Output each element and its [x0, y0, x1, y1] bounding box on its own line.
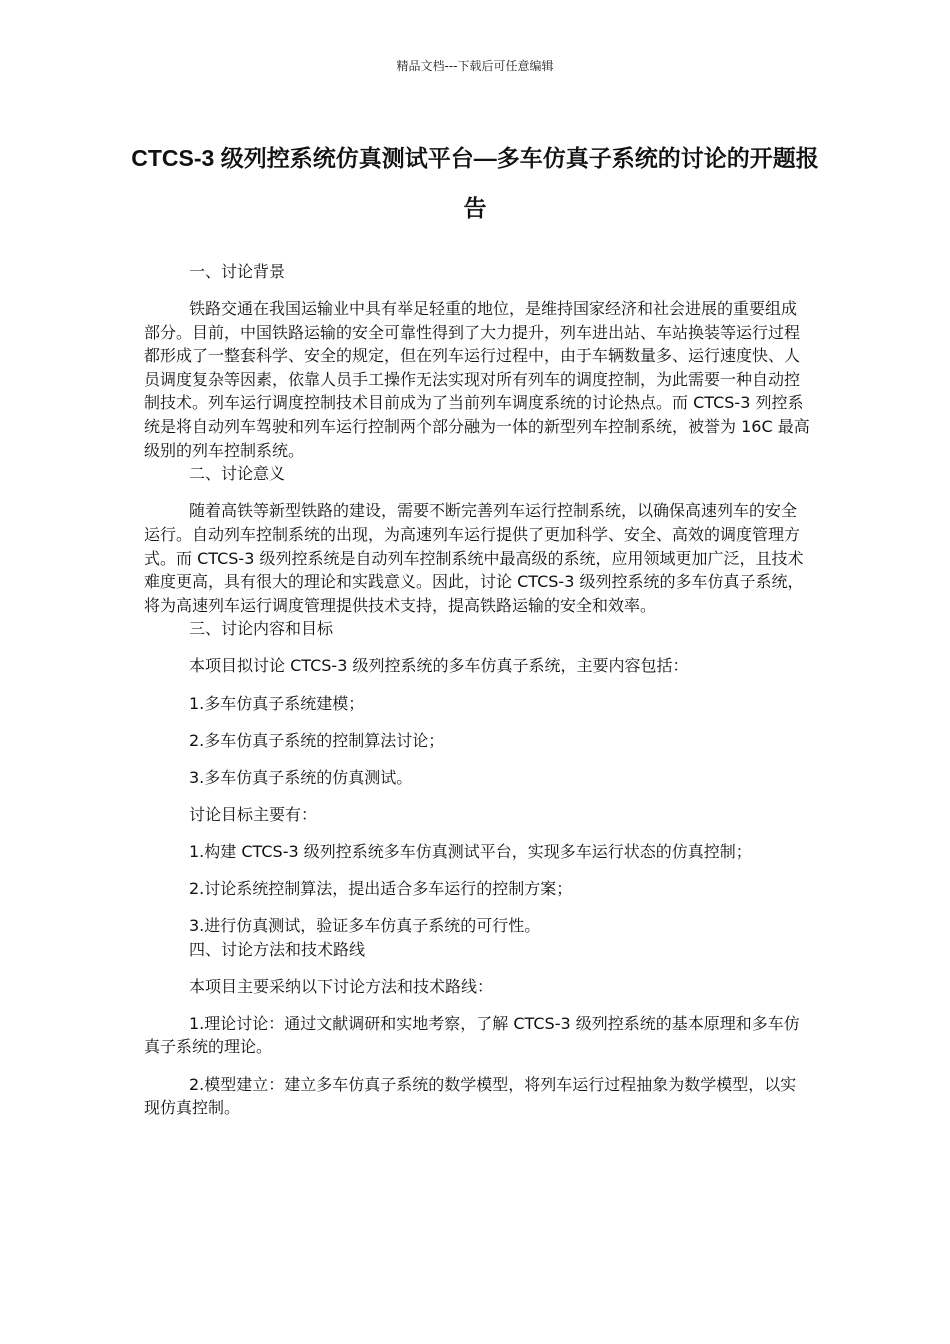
list-item-content-3: 3.多车仿真子系统的仿真测试。	[189, 767, 413, 787]
paragraph-goal-intro: 讨论目标主要有：	[189, 804, 318, 824]
paragraph-background: 铁路交通在我国运输业中具有举足轻重的地位，是维持国家经济和社会进展的重要组成部分。目前，中国铁路运输的安全可靠性得到了大力提升，列车进出站、车站换装等运行过程都形成了一整套科学、安全的规定，但在列车运行过程中，由于车辆数量多、运行速度快、人员调度复杂等因素，依靠人员手工操作无法实现对所有列车的调度控制，为此需要一种自动控制技术。列车运行调度控制技术目前成为了当前列车调度系统的讨论热点。而 CTCS-3 列控系统是将自动列车驾驶和列车运行控制两个部分融为一体的新型列车控制系统，被誉为 16C 最高级别的列车控制系统。	[144, 299, 810, 460]
section-heading-method: 四、讨论方法和技术路线	[189, 939, 366, 959]
page-header: 精品文档---下载后可任意编辑	[396, 59, 554, 73]
list-item-method-2: 2.模型建立：建立多车仿真子系统的数学模型，将列车运行过程抽象为数学模型，以实现仿真控制。	[144, 1074, 797, 1118]
section-heading-background: 一、讨论背景	[189, 262, 286, 281]
paragraph-significance: 随着高铁等新型铁路的建设，需要不断完善列车运行控制系统，以确保高速列车的安全运行。自动列车控制系统的出现，为高速列车运行提供了更加科学、安全、高效的调度管理方式。而 CTCS-3 级列控系统是自动列车控制系统中最高级的系统，应用领域更加广泛，且技术难度更高，具有很大的理论和实践意义。因此，讨论 CTCS-3 级列控系统的多车仿真子系统，将为高速列车运行调度管理提供技术支持，提高铁路运输的安全和效率。	[144, 501, 804, 615]
paragraph-content-intro: 本项目拟讨论 CTCS-3 级列控系统的多车仿真子系统，主要内容包括：	[189, 656, 689, 676]
section-heading-content: 三、讨论内容和目标	[189, 619, 334, 639]
document-body	[144, 260, 812, 1120]
list-item-goal-2: 2.讨论系统控制算法，提出适合多车运行的控制方案；	[189, 878, 573, 898]
list-item-method-1: 1.理论讨论：通过文献调研和实地考察，了解 CTCS-3 级列控系统的基本原理和多车仿真子系统的理论。	[144, 1013, 800, 1057]
list-item-goal-3: 3.进行仿真测试，验证多车仿真子系统的可行性。	[189, 916, 541, 936]
list-item-content-1: 1.多车仿真子系统建模；	[189, 693, 365, 713]
section-heading-significance: 二、讨论意义	[189, 464, 286, 484]
document-title: CTCS-3 级列控系统仿真测试平台—多车仿真子系统的讨论的开题报告	[131, 145, 819, 221]
list-item-goal-1: 1.构建 CTCS-3 级列控系统多车仿真测试平台，实现多车运行状态的仿真控制；	[189, 841, 752, 861]
paragraph-method-intro: 本项目主要采纳以下讨论方法和技术路线：	[189, 976, 494, 996]
list-item-content-2: 2.多车仿真子系统的控制算法讨论；	[189, 730, 445, 750]
